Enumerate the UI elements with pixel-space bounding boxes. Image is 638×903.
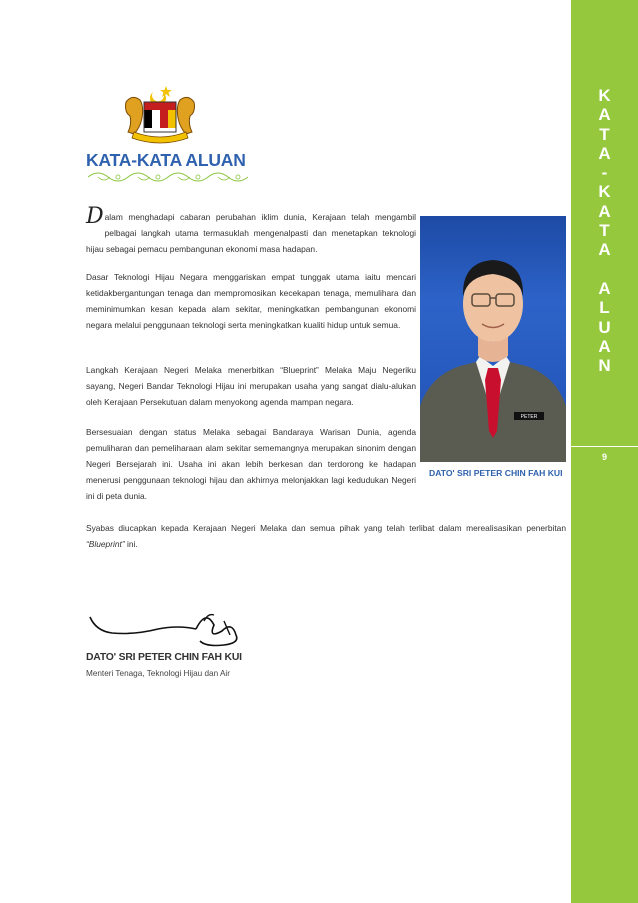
- vertical-title-letter: N: [598, 356, 611, 376]
- flourish-ornament: [86, 169, 256, 185]
- vertical-title-letter: K: [598, 182, 611, 202]
- portrait-illustration: [420, 216, 566, 462]
- paragraph-4: Bersesuaian dengan status Melaka sebagai Bandaraya Warisan Dunia, agenda pemuliharan dan pemeliharaan alam sekitar sememangnya merupakan sinonim dengan Negeri Bersejarah ini. Usaha ini akan lebih berkesan dan terdorong ke hadapan menerusi penggunaan teknologi hijau dan akhirnya melonjakkan lagi kedudukan Negeri ini di peta dunia.: [86, 427, 416, 501]
- drop-cap: D: [86, 204, 104, 229]
- vertical-title-letter: T: [599, 124, 610, 144]
- paragraph-5-text: Syabas diucapkan kepada Kerajaan Negeri Melaka dan semua pihak yang telah terlibat dalam merealisasikan penerbitan: [86, 523, 566, 533]
- vertical-title-letter: U: [598, 317, 611, 337]
- vertical-title-letter: A: [598, 336, 611, 356]
- vertical-title-letter: A: [598, 143, 611, 163]
- paragraph-2: Dasar Teknologi Hijau Negara menggariskan empat tunggak utama iaitu mencari ketidakbergantungan tenaga dan mempromosikan kecekapan tenaga, memulihara dan meminimumkan kesan kepada alam sekitar, meningkatkan pembangunan ekonomi negara melalui penggunaan teknologi serta meningkatkan kualiti hidup untuk semua.: [86, 272, 416, 330]
- paragraph-1: [86, 204, 416, 257]
- vertical-title-letter: K: [598, 86, 611, 105]
- signatory-name: DATO' SRI PETER CHIN FAH KUI: [86, 652, 242, 663]
- paragraph-5: [86, 520, 566, 552]
- vertical-title-letter: L: [599, 298, 610, 318]
- paragraph-3: Langkah Kerajaan Negeri Melaka menerbitkan “Blueprint” Melaka Maju Negeriku sayang, Negeri Bandar Teknologi Hijau ini merupakan usaha yang sangat dialu-alukan oleh Kerajaan Persekutuan dalam menyokong agenda mampan negara.: [86, 365, 416, 407]
- photo-caption: DATO' SRI PETER CHIN FAH KUI: [429, 468, 563, 478]
- signatory-role: Menteri Tenaga, Teknologi Hijau dan Air: [86, 669, 230, 678]
- vertical-title-letter: T: [599, 221, 610, 241]
- paragraph-5-end: ini.: [124, 539, 138, 549]
- vertical-title: [571, 86, 638, 375]
- page-number: 9: [601, 452, 607, 462]
- vertical-title-letter: A: [598, 240, 611, 260]
- vertical-title-letter: [571, 260, 638, 279]
- coat-of-arms-icon: [120, 82, 200, 144]
- vertical-title-letter: A: [598, 201, 611, 221]
- paragraph-5-italic: “Blueprint”: [86, 539, 125, 549]
- band-divider: [571, 446, 638, 447]
- vertical-title-letter: A: [598, 105, 611, 125]
- vertical-title-letter: A: [598, 278, 611, 298]
- vertical-title-letter: -: [601, 163, 608, 183]
- portrait-photo: [420, 216, 566, 462]
- handwritten-signature: [86, 603, 246, 651]
- side-band: [571, 0, 638, 903]
- name-tag: PETER: [520, 414, 538, 420]
- page-title: KATA-KATA ALUAN: [86, 150, 246, 170]
- paragraph-1-text: alam menghadapi cabaran perubahan iklim dunia, Kerajaan telah mengambil pelbagai langkah utama termasuklah mengenalpasti dan menetapkan teknologi hijau sebagai pemacu pembangunan ekonomi masa hadapan.: [86, 212, 416, 254]
